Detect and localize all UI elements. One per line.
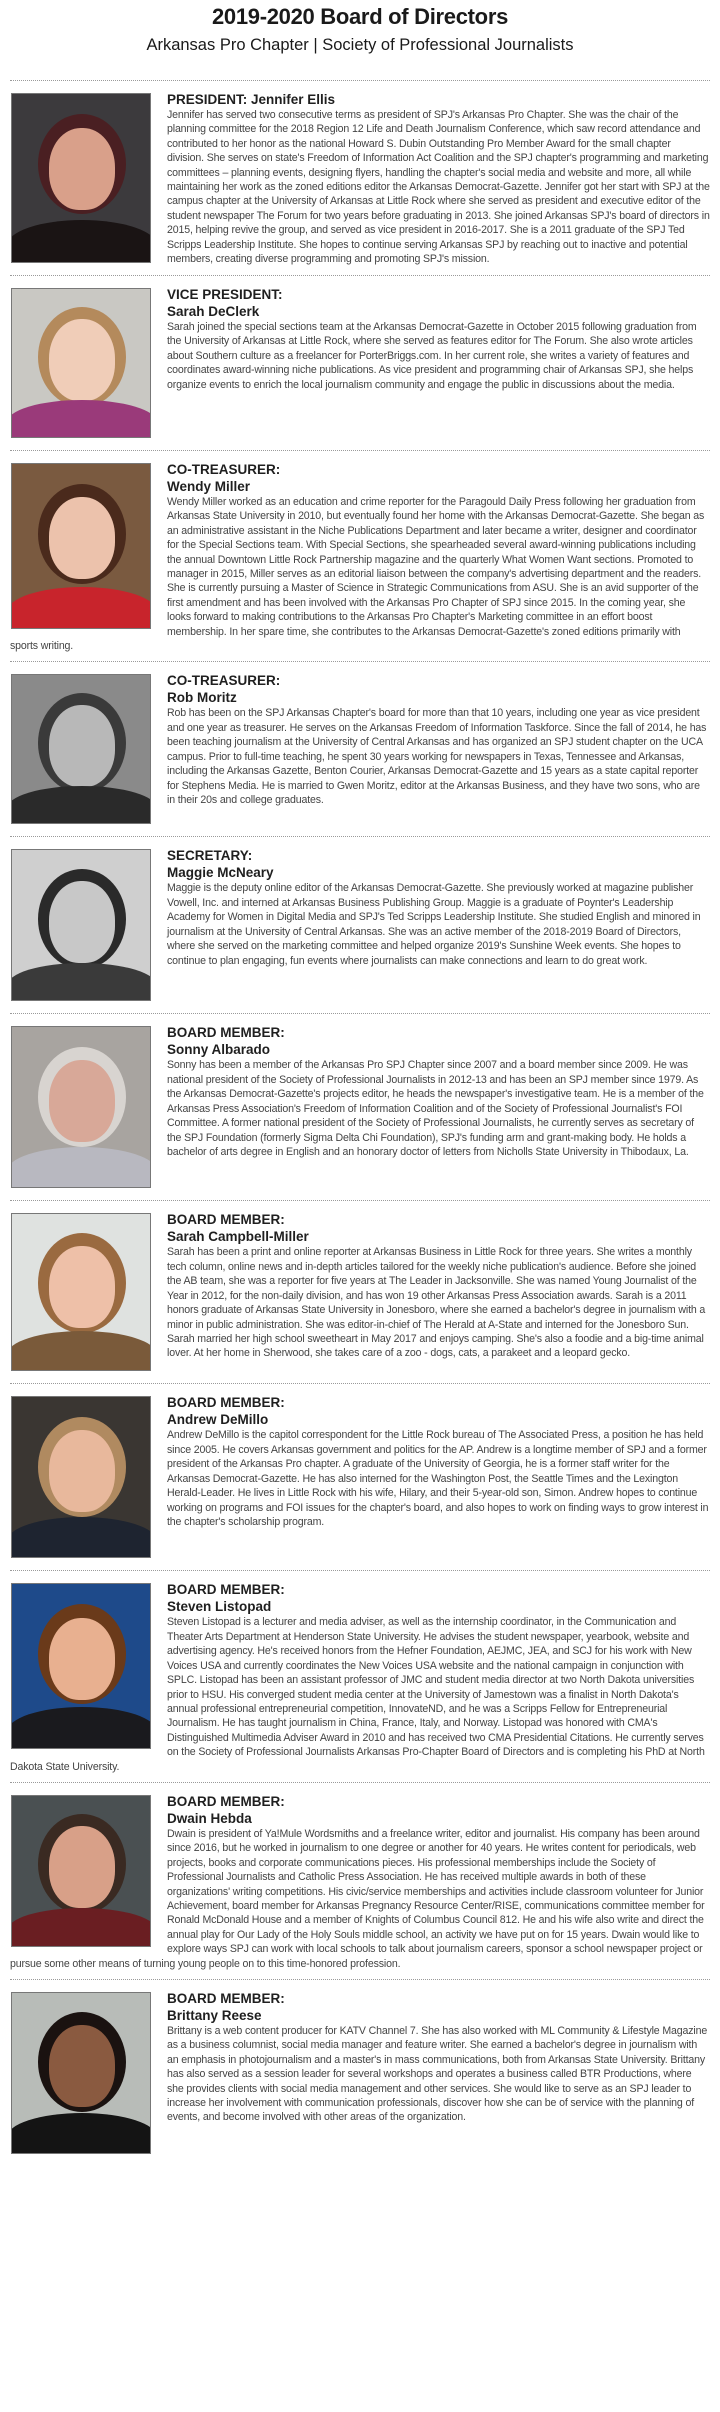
face-shape (49, 2025, 115, 2107)
face-shape (49, 1618, 115, 1700)
member-bio: Steven Listopad is a lecturer and media adviser, as well as the internship coordinator, in the Communication and Theater Arts Department at Henderson State University. He advises the student newspaper, yearbook, website and advertising agency. He's received honors from the Hefner Foundation, AEJMC, JEA, and SCJ for his work with New Voices USA and currently coordinates the New Voices USA website and the national campaign in conjunction with SPLC. Listopad has been an assistant professor of JMC and student media director at two North Dakota universities prior to HSU. His converged student media center at the University of Jamestown was a finalist in North Dakota's annual professional entrepreneurial competition, InnovateND, and he was a Scripps Fellow for Entrepreneurial Journalism. He has taught journalism in China, France, Italy, and Norway. Listopad was honored with CMA's Distinguished Multimedia Adviser Award in 2010 and has received two CMA Presidential Citations. He currently serves on the Society of Professional Journalists Arkansas Pro-Chapter Board of Directors and is completing his PhD at North Dakota State University. (10, 1616, 705, 1773)
member-bio: Jennifer has served two consecutive terms as president of SPJ's Arkansas Pro Chapter. She was the chair of the planning committee for the 2018 Region 12 Life and Death Journalism Conference, which saw record attendance and contributed to her honor as the national Howard S. Dubin Outstanding Pro Member Award for the small chapter division. She serves on state's Freedom of Information Act Coalition and the SPJ chapter's programming and marketing committees – planning events, designing flyers, handling the chapter's social media and website and more, all while maintaining her work as the zoned editions editor the Arkansas Democrat-Gazette. Jennifer got her start with SPJ at the campus chapter at the University of Arkansas at Little Rock where she served as president and executive editor of the student newspaper The Forum for two years before graduating in 2013. She joined Arkansas SPJ's board of directors in 2015, helping revive the group, and served as vice president in 2016-2017. She is a 2011 graduate of the SPJ Ted Scripps Leadership Institute. She hopes to continue serving Arkansas SPJ by reaching out to inactive and potential members, creating diverse programming and promoting SPJ's mission. (167, 109, 710, 266)
member-role: CO-TREASURER: (167, 673, 281, 689)
member-role: BOARD MEMBER: (167, 1991, 285, 2006)
face-shape (49, 881, 115, 963)
face-shape (49, 319, 115, 401)
member-name: Steven Listopad (167, 1599, 272, 1615)
member-role: BOARD MEMBER: (167, 1793, 285, 1809)
shoulders-shape (11, 1707, 151, 1749)
shoulders-shape (11, 786, 151, 824)
member-bio: Rob has been on the SPJ Arkansas Chapter's board for more than that 10 years, including one year as vice president and one year as treasurer. He serves on the Arkansas Freedom of Information Taskforce. Since the fall of 2014, he has been teaching journalism at the University of Central Arkansas and has organized an SPJ student chapter on the UCA campus. Prior to full-time teaching, he spent 30 years working for newspapers in Texas, Tennessee and Arkansas, including the Arkansas Gazette, Benton Courier, Arkansas Democrat-Gazette and 15 years as a state capital reporter for Stephens Media. He is married to Gwen Moritz, editor at the Arkansas Business, and they have two sons, who are in their 20s and college graduates. (167, 707, 707, 806)
face-shape (49, 128, 115, 210)
face-shape (49, 1826, 115, 1908)
member-role: BOARD MEMBER: (167, 1025, 285, 1041)
member-entry (10, 1980, 710, 2166)
face-shape (49, 497, 115, 579)
member-name: Andrew DeMillo (167, 1412, 269, 1428)
shoulders-shape (11, 1147, 151, 1188)
member-name: Sarah DeClerk (167, 304, 260, 319)
member-photo (11, 1213, 151, 1371)
member-entry (10, 1384, 710, 1570)
face-shape (49, 1246, 115, 1328)
member-photo (11, 849, 151, 1001)
member-entry (10, 662, 710, 836)
member-role: SECRETARY: (167, 848, 253, 864)
shoulders-shape (11, 220, 151, 263)
shoulders-shape (11, 1908, 151, 1947)
member-photo (11, 674, 151, 824)
member-entry (10, 1201, 710, 1383)
member-photo (11, 1992, 151, 2154)
member-role: VICE PRESIDENT: (167, 287, 283, 302)
member-role: CO-TREASURER: (167, 462, 281, 477)
page-subtitle: Arkansas Pro Chapter | Society of Professional Journalists (146, 36, 574, 54)
member-entry (10, 837, 710, 1013)
member-entry (10, 276, 710, 450)
member-role: BOARD MEMBER: (167, 1395, 285, 1411)
member-entry (10, 451, 710, 661)
member-entry (10, 1783, 710, 1979)
face-shape (49, 1060, 115, 1142)
member-name: Rob Moritz (167, 690, 237, 706)
member-name: Sarah Campbell-Miller (167, 1229, 309, 1245)
shoulders-shape (11, 1331, 151, 1371)
member-name: Sonny Albarado (167, 1042, 271, 1058)
member-photo (11, 1583, 151, 1749)
member-bio: Wendy Miller worked as an education and crime reporter for the Paragould Daily Press following her graduation from Arkansas State University in 2010, but eventually found her home with the Arkansas Democrat-Gazette. She began as an administrative assistant in the Niche Publications Department and later became a writer, designer and coordinator for the Special Sections team. With Special Sections, she spearheaded several award-winning publications including the annual Downtown Little Rock Partnership magazine and the quarterly What Women Want sections. Promoted to manager in 2015, Miller serves as an editorial liaison between the company's advertising department and the readers. She is currently pursuing a Master of Science in Strategic Communications from ASU. She is an avid supporter of the first amendment and has been involved with the Arkansas Pro Chapter of SPJ since 2015. In the coming year, she looks forward to making contributions to the Arkansas Pro Chapter's Marketing committee in an effort boost membership. In her spare time, she contributes to the Arkansas Democrat-Gazette's zoned editions primarily with sports writing. (10, 496, 705, 653)
page-title: 2019-2020 Board of Directors (211, 4, 509, 29)
page-header (10, 0, 710, 80)
member-name: Maggie McNeary (167, 865, 274, 881)
shoulders-shape (11, 963, 151, 1002)
member-photo (11, 93, 151, 263)
member-entry (10, 1014, 710, 1200)
member-bio: Brittany is a web content producer for KATV Channel 7. She has also worked with ML Community & Lifestyle Magazine as a business columnist, social media manager and feature writer. She earned a bachelor's degree in journalism with an emphasis in photojournalism and a master's in mass communications, both from Arkansas State University. Brittany has also served as a session leader for several workshops and operates a business called BTR Productions, where she provides clients with social media management and other services. She would like to serve as an SPJ leader to increase her involvement with communication professionals, discover how she can be of service with the planning of events, and become involved with other areas of the organization. (167, 2025, 708, 2124)
member-name: Dwain Hebda (167, 1810, 252, 1826)
face-shape (49, 1430, 115, 1512)
face-shape (49, 705, 115, 787)
shoulders-shape (11, 1517, 151, 1558)
member-bio: Sarah joined the special sections team at the Arkansas Democrat-Gazette in October 2015 following graduation from the University of Arkansas at Little Rock, where she served as features editor for The Forum. She also wrote articles about Southern culture as a freelancer for PorterBriggs.com. In her current role, she writes a variety of features and coordinates award-winning niche publications. As vice president and programming chair of Arkansas SPJ, she helps organize events to enrich the local journalism community and engage the public in discussions about the media. (167, 321, 697, 391)
member-entry (10, 1571, 710, 1781)
member-photo (11, 1396, 151, 1558)
member-role: PRESIDENT: Jennifer Ellis (167, 92, 336, 107)
shoulders-shape (11, 2113, 151, 2154)
member-role: BOARD MEMBER: (167, 1582, 285, 1598)
member-entry (10, 81, 710, 275)
member-name: Brittany Reese (167, 2008, 262, 2023)
member-bio: Andrew DeMillo is the capitol correspondent for the Little Rock bureau of The Associated Press, a position he has held since 2005. He covers Arkansas government and politics for the AP. Andrew is a longtime member of SPJ and a former president of the Arkansas Pro chapter. A graduate of the University of Georgia, he is a former staff writer for the Arkansas Democrat-Gazette. He has also interned for the Washington Post, the Seattle Times and the Lexington Herald-Leader. He lives in Little Rock with his wife, Hilary, and their 5-year-old son, Simon. Andrew hopes to continue working on programs and FOI issues for the chapter's board, and also hopes to work on finding ways to grow interest in the chapter's scholarship program. (167, 1429, 709, 1528)
member-photo (11, 288, 151, 438)
member-role: BOARD MEMBER: (167, 1212, 285, 1228)
member-bio: Dwain is president of Ya!Mule Wordsmiths and a freelance writer, editor and journalist. His company has been around since 2016, but he worked in journalism to one degree or another for 40 years. He writes content for periodicals, web projects, books and corporate communications pieces. His professional memberships include the Society of Professional Journalists and Catholic Press Association. He has received multiple awards in both of these organizations' writing competitions. His civic/service memberships and activities include classroom volunteer for Junior Achievement, board member for Arkansas Pregnancy Resource Center/RISE, communications committee member for Ronald McDonald House and a member of Knights of Columbus Council 812. He and his wife also write and direct the annual play for Our Lady of the Holy Souls middle school, an activity we have put on for 15 years. Dwain would like to explore ways SPJ can work with local schools to talk about journalism careers, sponsor a school newspaper project or pursue some other means of turning young people on to this time-honored profession. (10, 1827, 705, 1970)
shoulders-shape (11, 587, 151, 629)
shoulders-shape (11, 400, 151, 438)
member-photo (11, 463, 151, 629)
member-photo (11, 1795, 151, 1947)
member-bio: Sarah has been a print and online reporter at Arkansas Business in Little Rock for three years. She writes a monthly tech column, online news and in-depth articles tailored for the weekly niche publication's audience. Before she joined the AB team, she was a reporter for five years at The Leader in Jacksonville. She was named Young Journalist of the Year in 2012, for the non-daily division, and has won 19 other Arkansas Press Association awards. Sarah is a 2011 honors graduate of Arkansas State University in Jonesboro, where she earned a bachelor's degree in journalism with a minor in public administration. She was editor-in-chief of The Herald at A-State and interned for the Jonesboro Sun. Sarah married her high school sweetheart in May 2017 and enjoys camping. She's also a foodie and a big-time animal lover. At her home in Sherwood, she takes care of a zoo - dogs, cats, a parakeet and a leopard gecko. (167, 1246, 706, 1360)
member-photo (11, 1026, 151, 1188)
member-name: Wendy Miller (167, 479, 251, 494)
member-bio: Maggie is the deputy online editor of the Arkansas Democrat-Gazette. She previously worked at magazine publisher Vowell, Inc. and interned at Arkansas Business Publishing Group. Maggie is a graduate of Poynter's Leadership Academy for Women in Digital Media and SPJ's Ted Scripps Leadership Institute. She studied English and minored in journalism at the University of Central Arkansas. She was an active member of the 2018-2019 Board of Directors, where she served on the marketing committee and helped organize 2019's Sunshine Week events. She hopes to continue to plan engaging, fun events where journalists can make connections and learn to do great work. (167, 882, 701, 967)
member-list (10, 81, 710, 2166)
member-bio: Sonny has been a member of the Arkansas Pro SPJ Chapter since 2007 and a board member since 2009. He was national president of the Society of Professional Journalists in 2012-13 and has been an SPJ member since 1979. As the Arkansas Democrat-Gazette's projects editor, he heads the newspaper's investigative team. He is a member of the Arkansas Press Association's Freedom of Information Coalition and of the Society of Professional Journalist's FOI Committee. A former national president of the Society of Professional Journalists, he currently serves as secretary of the SPJ Foundation (formerly Sigma Delta Chi Foundation), SPJ's funding arm and grant-making body. He holds a bachelor of arts degree in English and an honorary doctor of letters from Nicholls State University in Thibodaux, La. (167, 1059, 704, 1158)
